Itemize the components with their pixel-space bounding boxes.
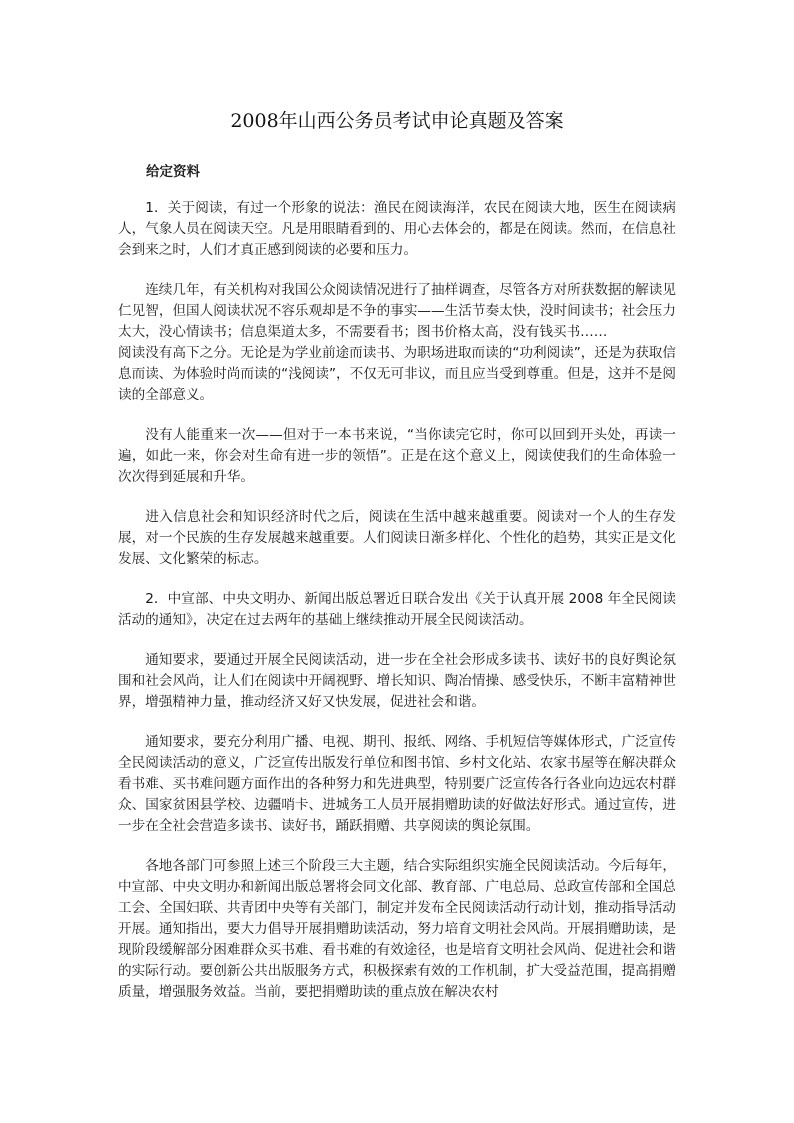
paragraph: 没有人能重来一次——但对于一本书来说，“当你读完它时，你可以回到开头处，再读一遍，如此一来，你会对生命有进一步的领悟”。正是在这个意义上，阅读使我们的生命体验一次次得到延展和升华。: [118, 427, 676, 485]
document-body: [118, 198, 676, 1022]
paragraph: 阅读没有高下之分。无论是为学业前途而读书、为职场进取而读的“功利阅读”，还是为获取信息而读、为体验时尚而读的“浅阅读”，不仅无可非议，而且应当受到尊重。但是，这并不是阅读的全部意义。: [118, 345, 676, 403]
paragraph: 进入信息社会和知识经济时代之后，阅读在生活中越来越重要。阅读对一个人的生存发展，对一个民族的生存发展越来越重要。人们阅读日渐多样化、个性化的趋势，其实正是文化发展、文化繁荣的标志。: [118, 509, 676, 567]
paragraph: 各地各部门可参照上述三个阶段三大主题，结合实际组织实施全民阅读活动。今后每年，中宣部、中央文明办和新闻出版总署将会同文化部、教育部、广电总局、总政宣传部和全国总工会、全国妇联、共青团中央等有关部门，制定并发布全民阅读活动行动计划，推动指导活动开展。通知指出，要大力倡导开展捐赠助读活动，努力培育文明社会风尚。开展捐赠助读，是现阶段缓解部分困难群众买书难、看书难的有效途径，也是培育文明社会风尚、促进社会和谐的实际行动。要创新公共出版服务方式，积极探索有效的工作机制，扩大受益范围，提高捐赠质量，增强服务效益。当前，要把捐赠助读的重点放在解决农村: [118, 858, 676, 1000]
paragraph: 1．关于阅读，有过一个形象的说法：渔民在阅读海洋，农民在阅读大地，医生在阅读病人，气象人员在阅读天空。凡是用眼睛看到的、用心去体会的，都是在阅读。然而，在信息社会到来之时，人们才真正感到阅读的必要和压力。: [118, 200, 676, 258]
document-title: 2008年山西公务员考试申论真题及答案: [230, 110, 564, 132]
paragraph: 连续几年，有关机构对我国公众阅读情况进行了抽样调查，尽管各方对所获数据的解读见仁见智，但国人阅读状况不容乐观却是不争的事实——生活节奏太快，没时间读书；社会压力太大，没心情读书；信息渠道太多，不需要看书；图书价格太高，没有钱买书……: [118, 282, 676, 340]
paragraph: 通知要求，要通过开展全民阅读活动，进一步在全社会形成多读书、读好书的良好舆论氛围和社会风尚，让人们在阅读中开阔视野、增长知识、陶冶情操、感受快乐，不断丰富精神世界，增强精神力量，推动经济又好又快发展，促进社会和谐。: [118, 652, 676, 710]
paragraph: 通知要求，要充分利用广播、电视、期刊、报纸、网络、手机短信等媒体形式，广泛宣传全民阅读活动的意义，广泛宣传出版发行单位和图书馆、乡村文化站、农家书屋等在解决群众看书难、买书难问题方面作出的各种努力和先进典型，特别要广泛宣传各行各业向边远农村群众、国家贫困县学校、边疆哨卡、进城务工人员开展捐赠助读的好做法好形式。通过宣传，进一步在全社会营造多读书、读好书，踊跃捐赠、共享阅读的舆论氛围。: [118, 734, 676, 834]
section-heading: 给定资料: [146, 164, 200, 180]
paragraph: 2．中宣部、中央文明办、新闻出版总署近日联合发出《关于认真开展 2008 年全民阅读活动的通知》，决定在过去两年的基础上继续推动开展全民阅读活动。: [118, 591, 676, 628]
